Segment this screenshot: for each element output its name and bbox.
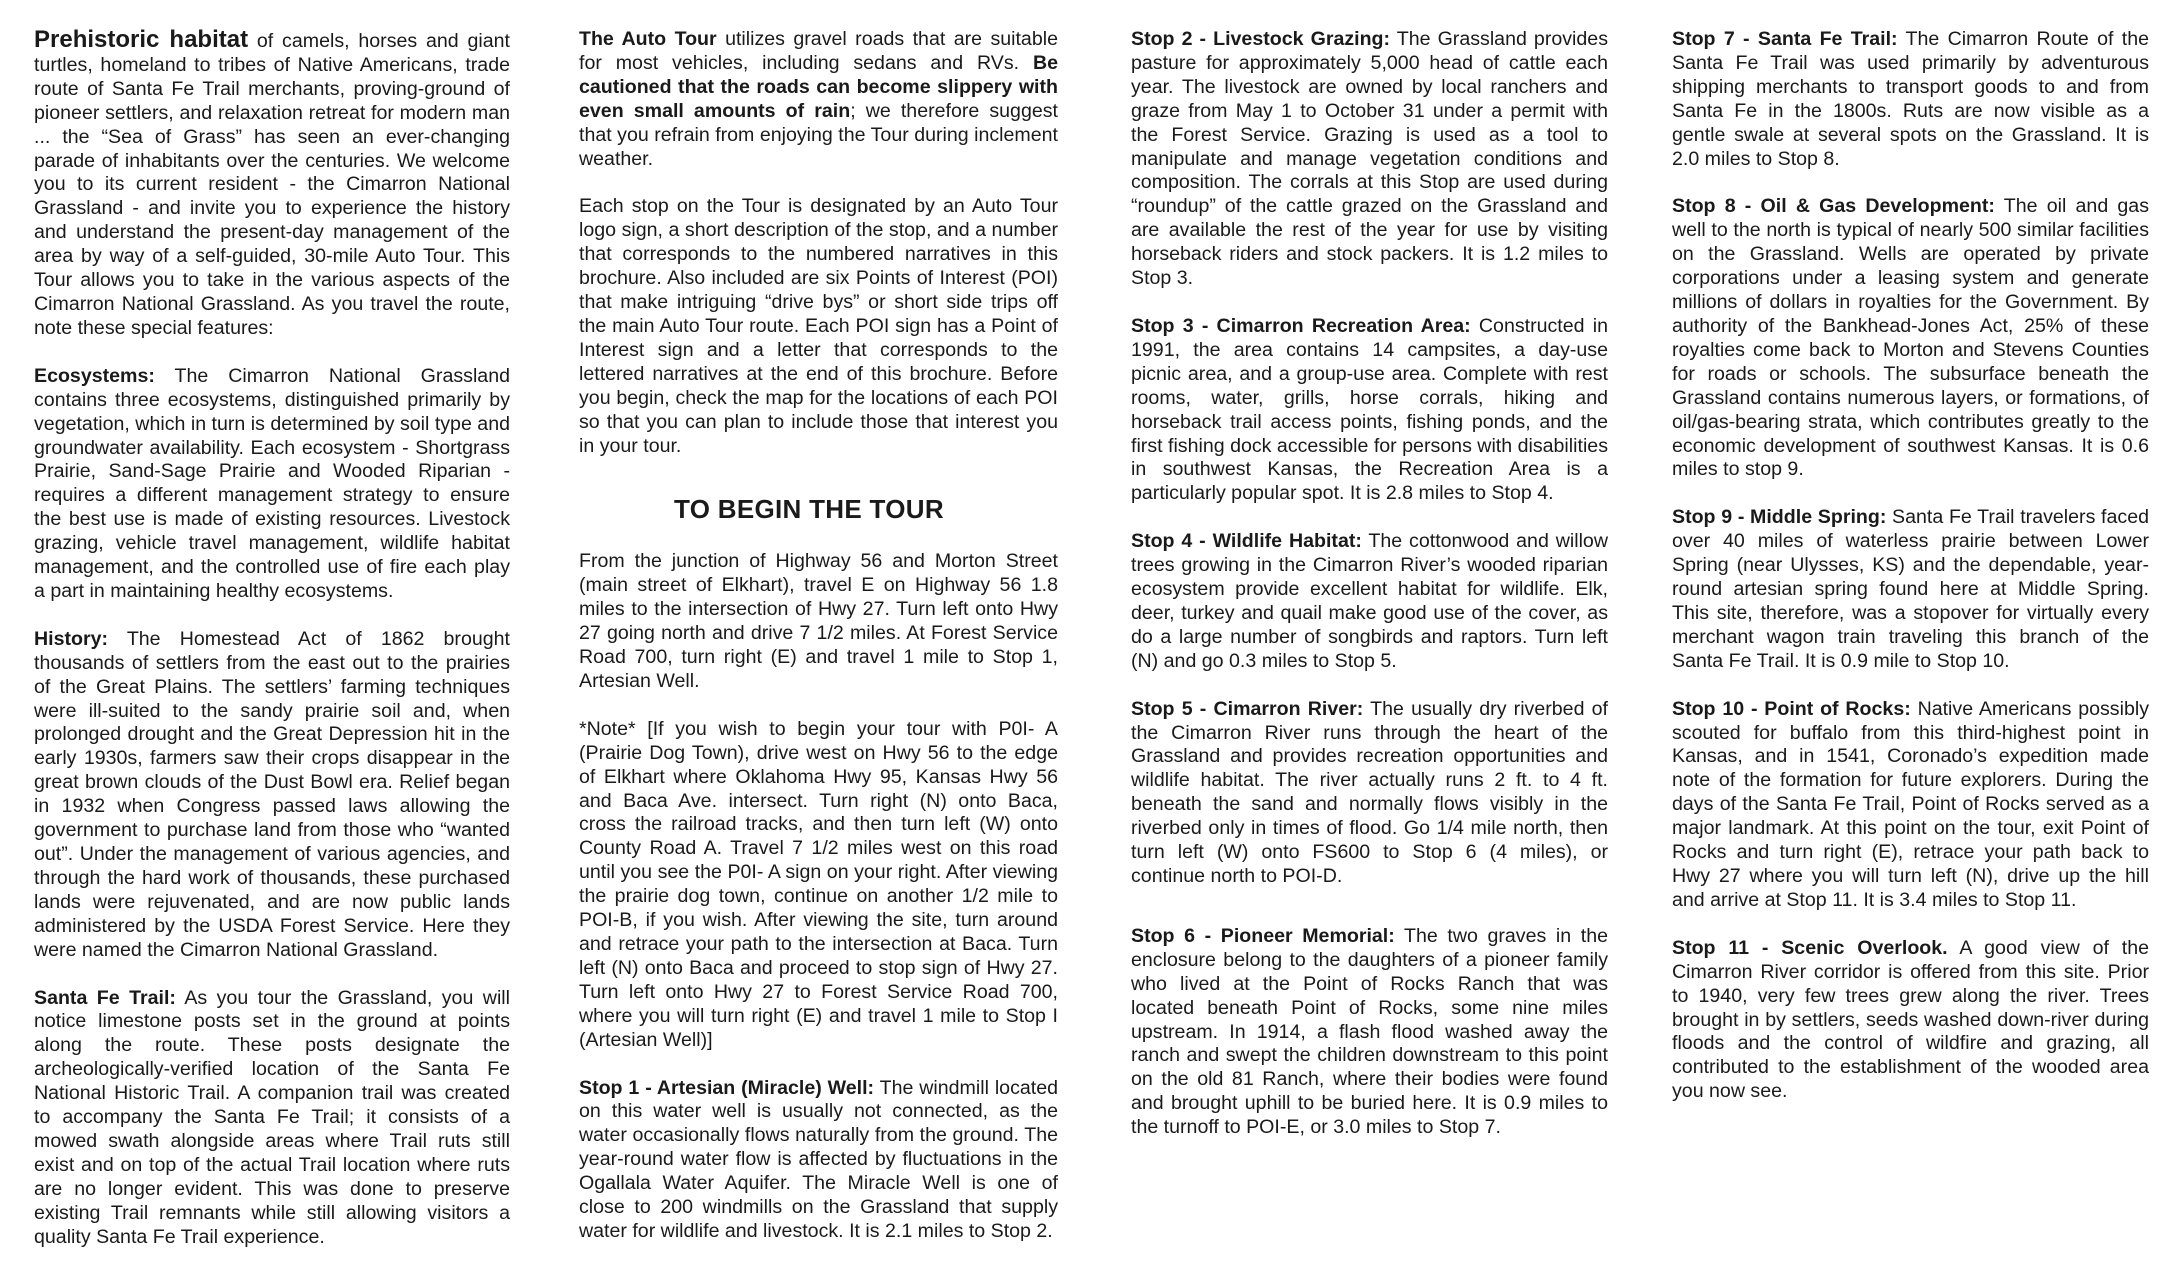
history-text: The Homestead Act of 1862 brought thousands of settlers from the east out to the prairies of the Great Plains. The settlers’ farming techniques were ill-suited to the sandy prairie soil and, when prolonged drought and the Great Depression hit in the early 1930s, farmers saw their crops disappear in the great brown clouds of the Dust Bowl era. Relief began in 1932 when Congress passed laws allowing the government to purchase land from those who “wanted out”. Under the management of various agencies, and through the hard work of thousands, these purchased lands were rejuvenated, and are now public lands administered by the USDA Forest Service. Here they were named the Cimarron National Grassland. [34,627,510,961]
stop8-paragraph [1672,195,2149,482]
ecosystems-text: The Cimarron National Grassland contains three ecosystems, distinguished primarily by vegetation, which in turn is determined by soil type and groundwater availability. Each ecosystem - Shortgrass Prairie, Sand-Sage Prairie and Wooded Riparian - requires a different management strategy to ensure the best use is made of existing resources. Livestock grazing, vehicle travel management, wildlife habitat management, and the controlled use of fire each play a part in maintaining healthy ecosystems. [34,364,510,602]
intro-heading: Prehistoric habitat [34,26,249,53]
stop9-heading: Stop 9 - Middle Spring: [1672,506,1887,529]
intro-text: of camels, horses and giant turtles, homeland to tribes of Native Americans, trade route of Santa Fe Trail merchants, proving-ground of pioneer settlers, and relaxation retreat for modern man ... the “Sea of Grass” has seen an ever-changing parade of inhabitants over the centuries. We welcome you to its current resident - the Cimarron National Grassland - and invite you to experience the history and understand the present-day management of the area by way of a self-guided, 30-mile Auto Tour. This Tour allows you to take in the various aspects of the Cimarron National Grassland. As you travel the route, note these special features: [34,30,510,339]
stop8-heading: Stop 8 - Oil & Gas Development: [1672,195,1995,218]
column-3 [1131,28,1608,1164]
history-heading: History: [34,627,109,650]
history-paragraph [34,628,510,963]
stop7-paragraph [1672,28,2149,171]
stop5-text: The usually dry riverbed of the Cimarron River runs through the heart of the Grassland and provides recreation opportunities and wildlife habitat. The river actually runs 2 ft. to 4 ft. beneath the sand and normally flows visibly in the riverbed only in times of flood. Go 1/4 mile north, then turn left (W) onto FS600 to Stop 6 (4 miles), or continue north to POI-D. [1131,697,1608,887]
stop11-text: A good view of the Cimarron River corridor is offered from this site. Prior to 1940, very few trees grew along the river. Trees brought in by settlers, seeds washed down-river during floods and the control of wildfire and grazing, all contributed to the establishment of the wooded area you now see. [1672,936,2149,1103]
intro-paragraph [34,28,510,341]
note-paragraph: *Note* [If you wish to begin your tour with P0I- A (Prairie Dog Town), drive west on Hwy 56 to the edge of Elkhart where Oklahoma Hwy 95, Kansas Hwy 56 and Baca Ave. intersect. Turn right (N) onto Baca, cross the railroad tracks, and then turn left (W) onto County Road A. Travel 7 1/2 miles west on this road until you see the P0I- A sign on your right. After viewing the prairie dog town, continue on another 1/2 mile to POI-B, if you wish. After viewing the site, turn around and retrace your path to the intersection at Baca. Turn left (N) onto Baca and proceed to stop sign of Hwy 27. Turn left onto Hwy 27 to Forest Service Road 700, where you will turn right (E) and travel 1 mile to Stop I (Artesian Well)] [579,717,1058,1051]
santafe-paragraph [34,987,510,1250]
stop4-paragraph [1131,530,1608,673]
stop1-paragraph [579,1077,1058,1244]
stop10-heading: Stop 10 - Point of Rocks: [1672,697,1911,720]
stop1-text: The windmill located on this water well is usually not connected, as the water occasionally flows naturally from the ground. The year-round water flow is affected by fluctuations in the Ogallala Water Aquifer. The Miracle Well is one of close to 200 windmills on the Grassland that supply water for wildlife and livestock. It is 2.1 miles to Stop 2. [579,1076,1058,1242]
stop3-text: Constructed in 1991, the area contains 14 campsites, a day-use picnic area, and a group-use area. Complete with rest rooms, water, grills, horse corrals, hiking and horseback trail access points, fishing ponds, and the first fishing dock accessible for persons with disabilities in southwest Kansas, the Recreation Area is a particularly popular spot. It is 2.8 miles to Stop 4. [1131,314,1608,505]
autotour-caution: Be cautioned that the roads can become slippery with even small amounts of rain [579,51,1058,122]
santafe-text: As you tour the Grassland, you will notice limestone posts set in the ground at points along the route. These posts designate the archeologically-verified location of the Santa Fe National Historic Trail. A companion trail was created to accompany the Santa Fe Trail; it consists of a mowed swath alongside areas where Trail ruts still exist and on top of the actual Trail location where ruts are no longer evident. This was done to preserve existing Trail remnants while still allowing visitors a quality Santa Fe Trail experience. [34,986,511,1248]
stop6-text: The two graves in the enclosure belong to the daughters of a pioneer family who lived at the Point of Rocks Ranch that was located beneath Point of Rocks, some nine miles upstream. In 1914, a flash flood washed away the ranch and swept the children downstream to this point on the old 81 Ranch, where their bodies were found and brought uphill to be buried here. It is 0.9 miles to the turnoff to POI-E, or 3.0 miles to Stop 7. [1131,924,1608,1139]
stop1-heading: Stop 1 - Artesian (Miracle) Well: [579,1076,875,1099]
stop4-heading: Stop 4 - Wildlife Habitat: [1131,530,1362,553]
column-1 [34,28,510,1274]
stop5-paragraph [1131,698,1608,889]
begin-tour-paragraph: From the junction of Highway 56 and Morton Street (main street of Elkhart), travel E on Highway 56 1.8 miles to the intersection of Hwy 27. Turn left onto Hwy 27 going north and drive 7 1/2 miles. At Forest Service Road 700, turn right (E) and travel 1 mile to Stop 1, Artesian Well. [579,550,1058,692]
stop9-text: Santa Fe Trail travelers faced over 40 miles of waterless prairie between Lower Spring (near Ulysses, KS) and the dependable, year-round artesian spring found here at Middle Spring. This site, therefore, was a stopover for virtually every merchant wagon train traveling this branch of the Santa Fe Trail. It is 0.9 mile to Stop 10. [1672,506,2149,672]
autotour-text-b: ; we therefore suggest that you refrain from enjoying the Tour during inclement weather. [579,99,1058,170]
stop3-heading: Stop 3 - Cimarron Recreation Area: [1131,314,1471,337]
stop10-text: Native Americans possibly scouted for buffalo from this third-highest point in Kansas, and in 1541, Coronado’s expedition made note of the formation for future explorers. During the days of the Santa Fe Trail, Point of Rocks served as a major landmark. At this point on the tour, exit Point of Rocks and turn right (E), retrace your path back to Hwy 27 where you will turn left (N), drive up the hill and arrive at Stop 11. It is 3.4 miles to Stop 11. [1672,697,2149,911]
autotour-heading: The Auto Tour [579,28,717,50]
stop3-paragraph [1131,315,1608,506]
stop4-text: The cottonwood and willow trees growing in the Cimarron River’s wooded riparian ecosystem provide excellent habitat for wildlife. Elk, deer, turkey and quail make good use of the cover, as do a large number of songbirds and raptors. Turn left (N) and go 0.3 miles to Stop 5. [1131,530,1608,672]
stop2-heading: Stop 2 - Livestock Grazing: [1131,28,1391,50]
stop6-paragraph [1131,925,1608,1140]
column-4 [1672,28,2149,1128]
autotour-paragraph [579,28,1058,171]
stop7-heading: Stop 7 - Santa Fe Trail: [1672,28,1898,50]
stop6-heading: Stop 6 - Pioneer Memorial: [1131,924,1395,947]
stop5-heading: Stop 5 - Cimarron River: [1131,697,1364,720]
ecosystems-paragraph [34,365,510,604]
stop11-heading: Stop 11 - Scenic Overlook. [1672,936,1948,959]
column-2 [579,28,1058,1268]
stop10-paragraph [1672,698,2149,913]
stop9-paragraph [1672,506,2149,673]
stop11-paragraph [1672,937,2149,1104]
stop2-text: The Grassland provides pasture for approximately 5,000 head of cattle each year. The livestock are owned by local ranchers and graze from May 1 to October 31 under a permit with the Forest Service. Grazing is used as a tool to manipulate and manage vegetation conditions and composition. The corrals at this Stop are used during “roundup” of the cattle grazed on the Grassland and are available the rest of the year for use by visiting horseback riders and stock packers. It is 1.2 miles to Stop 3. [1131,28,1608,290]
begin-tour-title: TO BEGIN THE TOUR [674,494,944,525]
stops-info-paragraph: Each stop on the Tour is designated by an Auto Tour logo sign, a short description of the stop, and a number that corresponds to the numbered narratives in this brochure. Also included are six Points of Interest (POI) that make intriguing “drive bys” or short side trips off the main Auto Tour route. Each POI sign has a Point of Interest sign and a letter that corresponds to the lettered narratives at the end of this brochure. Before you begin, check the map for the locations of each POI so that you can plan to include those that interest you in your tour. [579,195,1058,457]
stop8-text: The oil and gas well to the north is typical of nearly 500 similar facilities on the Grassland. Wells are operated by private corporations under a leasing system and generate millions of dollars in royalties for the Government. By authority of the Bankhead-Jones Act, 25% of these royalties come back to Morton and Stevens Counties for roads or schools. The subsurface beneath the Grassland contains numerous layers, or formations, of oil/gas-bearing strata, which contributes greatly to the economic development of southwest Kansas. It is 0.6 miles to stop 9. [1672,195,2149,481]
stop2-paragraph [1131,28,1608,291]
santafe-heading: Santa Fe Trail: [34,986,176,1009]
ecosystems-heading: Ecosystems: [34,364,155,387]
stop7-text: The Cimarron Route of the Santa Fe Trail was used primarily by adventurous shipping merchants to transport goods to and from Santa Fe in the 1800s. Ruts are now visible as a gentle swale at several spots on the Grassland. It is 2.0 miles to Stop 8. [1672,28,2149,170]
autotour-text-a: utilizes gravel roads that are suitable for most vehicles, including sedans and RVs. [579,28,1058,74]
